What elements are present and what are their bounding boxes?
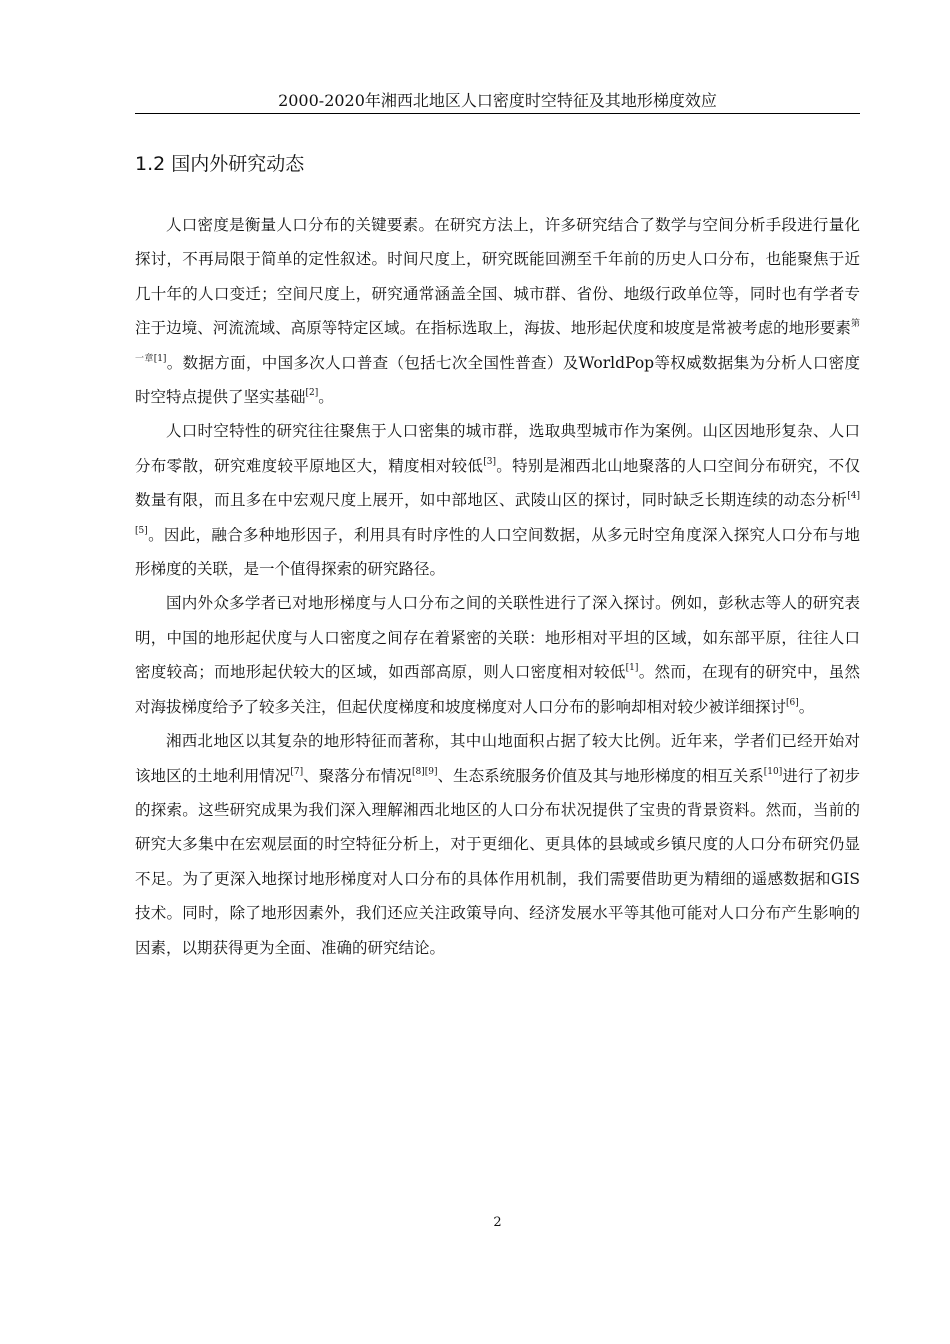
- paragraph-text: 。因此，融合多种地形因子，利用具有时序性的人口空间数据，从多元时空角度深入探究人口分布与地形梯度的关联，是一个值得探索的研究路径。: [135, 525, 860, 579]
- citation-ref: [10]: [763, 766, 783, 777]
- paragraph-3: [135, 586, 860, 724]
- paragraph-2: [135, 414, 860, 586]
- paragraph-text: 国内外众多学者已对地形梯度与人口分布之间的关联性进行了深入探讨。例如，彭秋志等人的研究表明，中国的地形起伏度与人口密度之间存在着紧密的关联：地形相对平坦的区域，如东部平原，往往人口密度较高；而地形起伏较大的区域，如西部高原，则人口密度相对较低: [135, 594, 860, 682]
- section-heading: 1.2 国内外研究动态: [135, 153, 305, 175]
- paragraph-4: [135, 724, 860, 965]
- paragraph-text: 进行了初步的探索。这些研究成果为我们深入理解湘西北地区的人口分布状况提供了宝贵的背景资料。然而，当前的研究大多集中在宏观层面的时空特征分析上，对于更细化、更具体的县域或乡镇尺度的人口分布研究仍显不足。为了更深入地探讨地形梯度对人口分布的具体作用机制，我们需要借助更为精细的遥感数据和GIS技术。同时，除了地形因素外，我们还应关注政策导向、经济发展水平等其他可能对人口分布产生影响的因素，以期获得更为全面、准确的研究结论。: [135, 766, 860, 957]
- running-header: 2000-2020年湘西北地区人口密度时空特征及其地形梯度效应: [278, 91, 717, 110]
- body-text: [135, 208, 860, 965]
- paragraph-text: 湘西北地区以其复杂的地形特征而著称，其中山地面积占据了较大比例。近年来，学者们已经开始对该地区的土地利用情况: [135, 732, 860, 785]
- paragraph-text: 、聚落分布情况: [303, 766, 412, 785]
- page-number: 2: [493, 1215, 502, 1230]
- citation-ref: [1]: [153, 353, 167, 364]
- paragraph-text: 。: [318, 388, 334, 407]
- citation-ref: [8][9]: [411, 766, 438, 777]
- paragraph-text: 。特别是湘西北山地聚落的人口空间分布研究，不仅数量有限，而且多在中宏观尺度上展开，如中部地区、武陵山区的探讨，同时缺乏长期连续的动态分析: [135, 456, 860, 510]
- header-rule: [135, 113, 860, 114]
- paragraph-text: 人口时空特性的研究往往聚焦于人口密集的城市群，选取典型城市作为案例。山区因地形复杂、人口分布零散，研究难度较平原地区大，精度相对较低: [135, 422, 860, 475]
- superscript-note: 第一章: [135, 319, 860, 364]
- citation-ref: [6]: [786, 697, 799, 708]
- paragraph-1: [135, 208, 860, 414]
- citation-ref: [7]: [290, 766, 304, 777]
- citation-ref: [1]: [625, 663, 639, 674]
- paragraph-text: 人口密度是衡量人口分布的关键要素。在研究方法上，许多研究结合了数学与空间分析手段进行量化探讨，不再局限于简单的定性叙述。时间尺度上，研究既能回溯至千年前的历史人口分布，也能聚焦于近几十年的人口变迁；空间尺度上，研究通常涵盖全国、城市群、省份、地级行政单位等，同时也有学者专注于边境、河流流域、高原等特定区域。在指标选取上，海拔、地形起伏度和坡度是常被考虑的地形要素: [135, 216, 860, 338]
- paragraph-text: 、生态系统服务价值及其与地形梯度的相互关系: [437, 766, 764, 785]
- paragraph-text: 。然而，在现有的研究中，虽然对海拔梯度给予了较多关注，但起伏度梯度和坡度梯度对人口分布的影响却相对较少被详细探讨: [135, 663, 860, 716]
- paragraph-text: 。: [798, 697, 815, 716]
- citation-ref: [3]: [483, 456, 496, 467]
- citation-ref: [4][5]: [135, 491, 860, 536]
- paragraph-text: 。数据方面，中国多次人口普查（包括七次全国性普查）及WorldPop等权威数据集为分析人口密度时空特点提供了坚实基础: [135, 353, 860, 407]
- citation-ref: [2]: [305, 388, 319, 399]
